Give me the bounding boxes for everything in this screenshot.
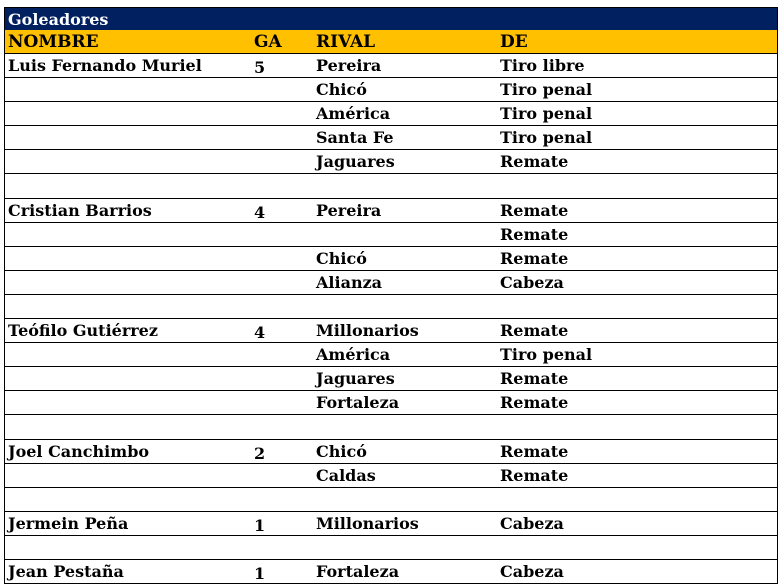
table-row [5,223,777,247]
cell-ga[interactable] [251,223,313,246]
cell-rival[interactable]: Jaguares [316,369,395,389]
cell-rival[interactable] [313,536,498,559]
cell-de[interactable] [498,488,777,511]
table-row [5,512,777,536]
cell-de[interactable] [498,174,777,197]
table-row [5,391,777,415]
cell-de[interactable]: Tiro penal [500,345,593,365]
cell-ga[interactable]: 4 [254,202,266,222]
cell-de[interactable]: Tiro penal [500,80,593,100]
table-row [5,271,777,295]
header-name[interactable]: NOMBRE [8,32,99,52]
cell-rival[interactable] [313,223,498,246]
cell-name[interactable] [5,271,251,294]
cell-de[interactable] [498,295,777,318]
cell-ga[interactable] [251,78,313,101]
cell-name[interactable] [5,102,251,125]
cell-de[interactable]: Remate [500,248,569,268]
cell-ga[interactable] [251,126,313,149]
cell-rival[interactable]: Chicó [316,441,367,461]
cell-name[interactable] [5,367,251,390]
cell-name[interactable]: Cristian Barrios [8,200,152,220]
table-row [5,247,777,271]
cell-de[interactable]: Remate [500,441,569,461]
cell-rival[interactable]: Chicó [316,248,367,268]
cell-name[interactable] [5,415,251,438]
cell-name[interactable]: Jermein Peña [8,513,129,533]
cell-rival[interactable]: Fortaleza [316,393,400,413]
cell-ga[interactable]: 1 [254,515,266,535]
table-row [5,126,777,150]
cell-name[interactable] [5,223,251,246]
cell-ga[interactable]: 5 [254,58,266,77]
table-row [5,54,777,78]
cell-ga[interactable] [251,415,313,438]
cell-rival[interactable]: Jaguares [316,152,395,172]
table-row [5,295,777,319]
table-row [5,560,777,584]
cell-de[interactable] [498,415,777,438]
cell-rival[interactable]: Santa Fe [316,128,394,148]
cell-rival[interactable]: América [316,104,391,124]
cell-ga[interactable] [251,488,313,511]
cell-de[interactable]: Remate [500,152,569,172]
cell-name[interactable] [5,536,251,559]
cell-name[interactable]: Joel Canchimbo [8,441,150,461]
cell-ga[interactable]: 4 [254,323,266,343]
table-row [5,174,777,198]
cell-de[interactable]: Remate [500,200,569,220]
cell-rival[interactable]: Chicó [316,80,367,100]
header-ga[interactable]: GA [254,32,282,52]
cell-name[interactable] [5,150,251,173]
table-row [5,343,777,367]
cell-de[interactable]: Cabeza [500,561,564,581]
cell-de[interactable] [498,536,777,559]
cell-ga[interactable] [251,464,313,487]
cell-rival[interactable]: América [316,345,391,365]
cell-rival[interactable]: Pereira [316,56,382,75]
cell-ga[interactable] [251,247,313,270]
cell-ga[interactable] [251,367,313,390]
cell-ga[interactable] [251,343,313,366]
cell-name[interactable] [5,174,251,197]
table-row [5,367,777,391]
table-row [5,199,777,223]
table-row [5,488,777,512]
cell-de[interactable]: Tiro penal [500,104,593,124]
cell-name[interactable] [5,295,251,318]
cell-de[interactable]: Cabeza [500,513,564,533]
cell-rival[interactable]: Pereira [316,200,382,220]
cell-name[interactable] [5,488,251,511]
cell-ga[interactable] [251,102,313,125]
cell-name[interactable] [5,126,251,149]
header-row [4,30,778,54]
table-title[interactable]: Goleadores [4,7,778,30]
cell-rival[interactable]: Alianza [316,272,383,292]
cell-rival[interactable] [313,295,498,318]
header-rival[interactable]: RIVAL [316,32,376,52]
cell-rival[interactable] [313,174,498,197]
cell-rival[interactable] [313,488,498,511]
table-body [4,54,778,584]
cell-name[interactable] [5,247,251,270]
header-de[interactable]: DE [500,32,528,52]
cell-ga[interactable] [251,391,313,414]
cell-ga[interactable] [251,174,313,197]
cell-name[interactable]: Jean Pestaña [8,561,124,581]
cell-ga[interactable]: 1 [254,563,266,583]
cell-de[interactable]: Cabeza [500,272,564,292]
cell-name[interactable] [5,343,251,366]
cell-rival[interactable]: Millonarios [316,321,419,341]
cell-name[interactable] [5,391,251,414]
scorers-table [4,7,778,584]
table-row [5,78,777,102]
cell-de[interactable]: Remate [500,393,569,413]
cell-name[interactable] [5,464,251,487]
cell-name[interactable]: Luis Fernando Muriel [8,56,202,75]
cell-de[interactable]: Remate [500,224,569,244]
table-row [5,415,777,439]
cell-de[interactable]: Tiro penal [500,128,593,148]
cell-ga[interactable] [251,271,313,294]
cell-ga[interactable] [251,536,313,559]
cell-ga[interactable]: 2 [254,443,266,463]
cell-name[interactable] [5,78,251,101]
cell-name[interactable]: Teófilo Gutiérrez [8,321,158,341]
cell-rival[interactable]: Fortaleza [316,561,400,581]
table-row [5,102,777,126]
cell-rival[interactable]: Millonarios [316,513,419,533]
cell-rival[interactable]: Caldas [316,465,376,485]
table-row [5,464,777,488]
cell-de[interactable]: Remate [500,369,569,389]
table-row [5,440,777,464]
cell-rival[interactable] [313,415,498,438]
cell-de[interactable]: Remate [500,321,569,341]
cell-ga[interactable] [251,295,313,318]
cell-de[interactable]: Remate [500,465,569,485]
table-row [5,536,777,560]
cell-ga[interactable] [251,150,313,173]
table-row [5,319,777,343]
cell-de[interactable]: Tiro libre [500,56,585,75]
table-row [5,150,777,174]
